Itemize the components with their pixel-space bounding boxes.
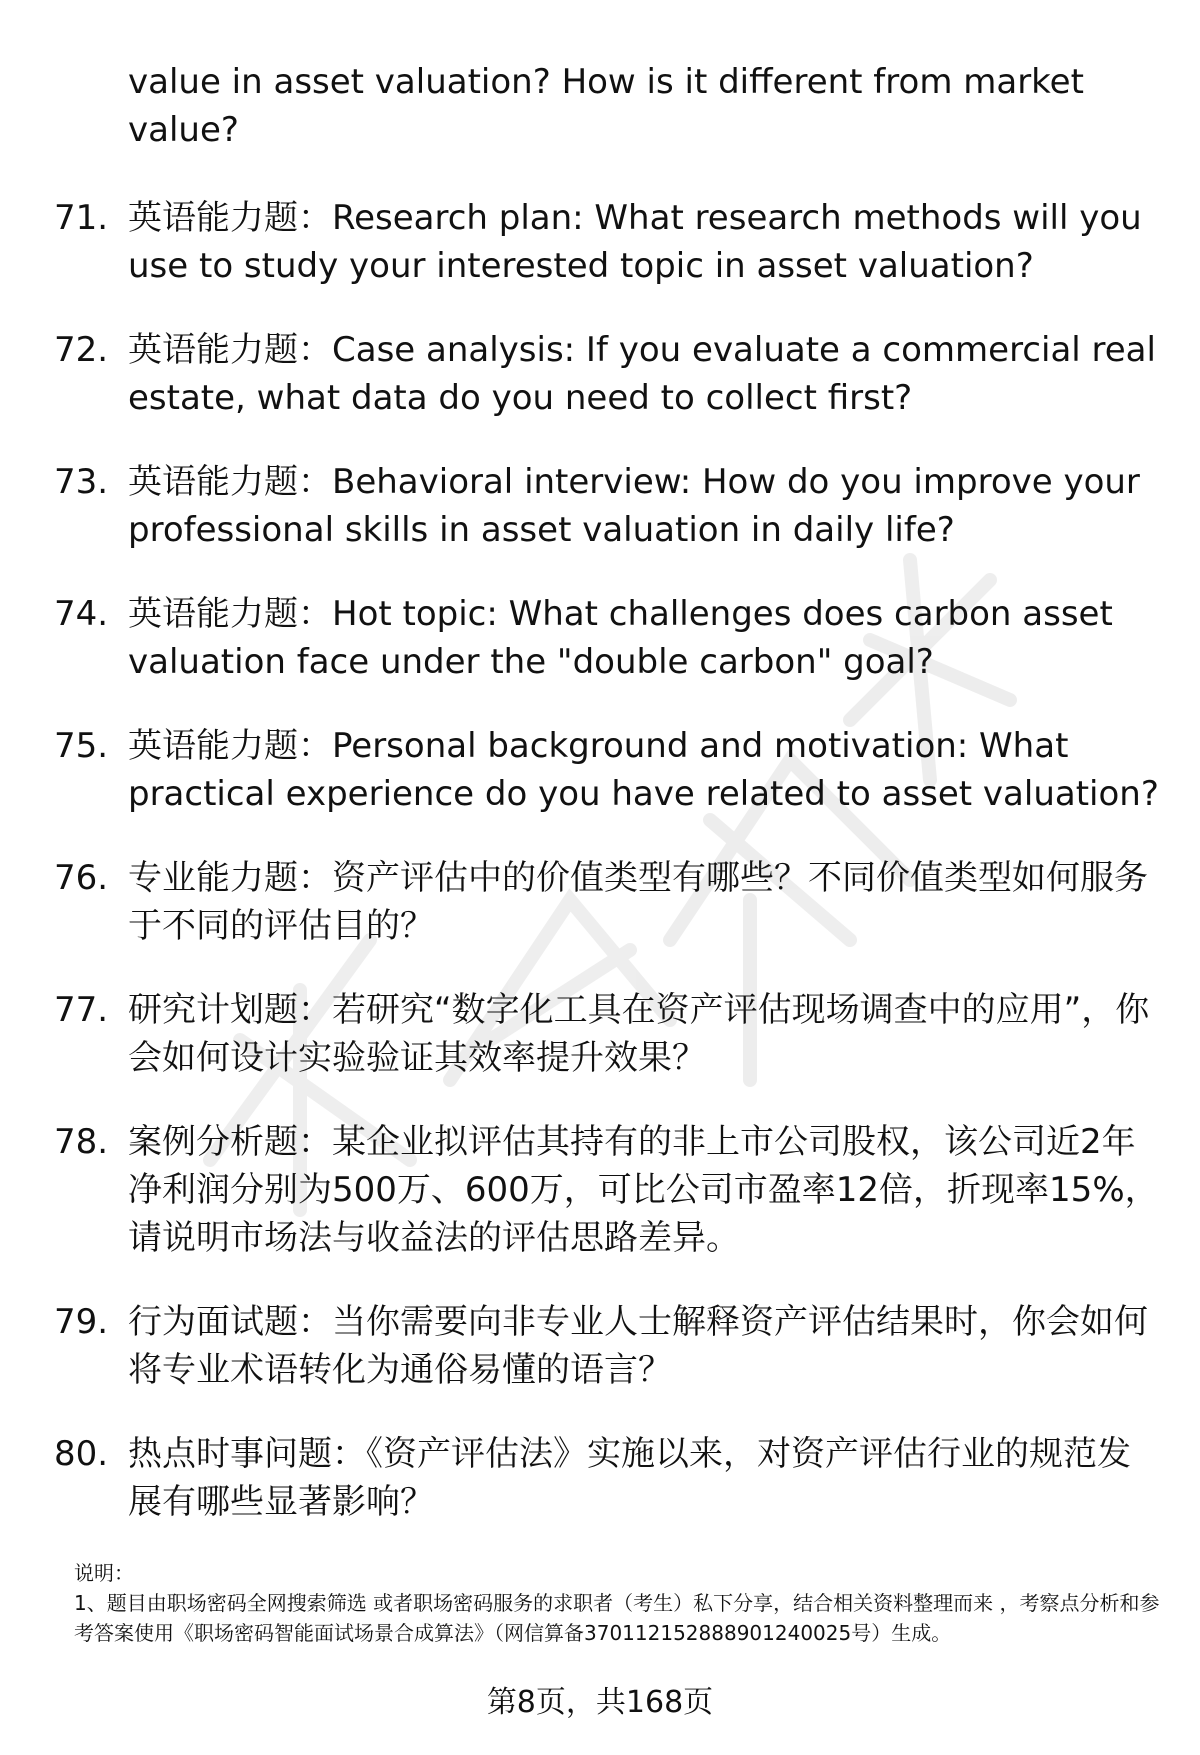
question-item-77 — [54, 986, 1164, 1082]
question-item-71 — [54, 194, 1164, 290]
question-item-73 — [54, 458, 1164, 554]
question-item-78 — [54, 1118, 1164, 1262]
question-text: 专业能力题：资产评估中的价值类型有哪些？不同价值类型如何服务于不同的评估目的？ — [128, 858, 1148, 946]
question-item-continued — [54, 58, 1164, 154]
question-number: 76. — [54, 858, 109, 898]
question-number: 72. — [54, 330, 109, 370]
question-number: 71. — [54, 198, 109, 238]
note-line: 1、题目由职场密码全网搜索筛选 或者职场密码服务的求职者（考生）私下分享，结合相关资料整理而来 ，考察点分析和参考答案使用《职场密码智能面试场景合成算法》（网信算备370112152888901240025号）生成。 — [74, 1591, 1160, 1645]
question-number: 74. — [54, 594, 109, 634]
question-item-79 — [54, 1298, 1164, 1394]
question-text: 英语能力题：Behavioral interview: How do you improve your professional skills in asset valuation in daily life? — [128, 462, 1140, 550]
question-number: 80. — [54, 1434, 109, 1474]
question-number: 77. — [54, 990, 109, 1030]
question-text: 英语能力题：Case analysis: If you evaluate a commercial real estate, what data do you need to collect first? — [128, 330, 1156, 418]
question-text: 英语能力题：Hot topic: What challenges does carbon asset valuation face under the "double carbon" goal? — [128, 594, 1113, 682]
question-number: 79. — [54, 1302, 109, 1342]
question-text: 研究计划题：若研究“数字化工具在资产评估现场调查中的应用”，你会如何设计实验验证其效率提升效果？ — [128, 990, 1150, 1078]
question-text: 热点时事问题：《资产评估法》实施以来，对资产评估行业的规范发展有哪些显著影响？ — [128, 1434, 1131, 1522]
question-number: 78. — [54, 1122, 109, 1162]
question-list — [54, 58, 1164, 1562]
question-text: 英语能力题：Research plan: What research methods will you use to study your interested topic in asset valuation? — [128, 198, 1142, 286]
question-item-75 — [54, 722, 1164, 818]
note-heading: 说明： — [74, 1561, 134, 1585]
question-text: 英语能力题：Personal background and motivation: What practical experience do you have related to asset valuation? — [128, 726, 1159, 814]
question-text: value in asset valuation? How is it different from market value? — [128, 62, 1084, 150]
question-item-80 — [54, 1430, 1164, 1526]
explanation-note — [74, 1558, 1164, 1648]
question-item-76 — [54, 854, 1164, 950]
question-text: 行为面试题：当你需要向非专业人士解释资产评估结果时，你会如何将专业术语转化为通俗易懂的语言？ — [128, 1302, 1148, 1390]
page-footer: 第8页，共168页 — [486, 1685, 714, 1720]
question-text: 案例分析题：某企业拟评估其持有的非上市公司股权，该公司近2年净利润分别为500万、600万，可比公司市盈率12倍，折现率15%，请说明市场法与收益法的评估思路差异。 — [128, 1122, 1159, 1258]
question-number: 73. — [54, 462, 109, 502]
question-item-74 — [54, 590, 1164, 686]
question-number: 75. — [54, 726, 109, 766]
question-item-72 — [54, 326, 1164, 422]
